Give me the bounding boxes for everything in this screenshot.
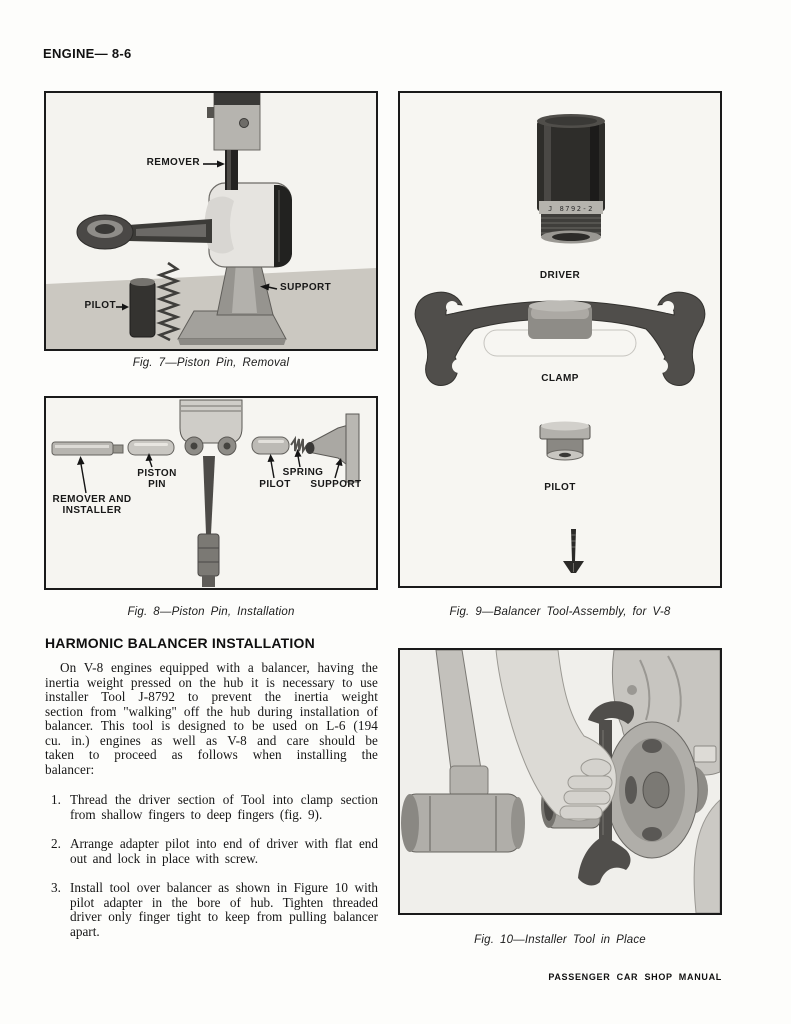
fig7-caption: Fig. 7—Piston Pin, Removal — [132, 357, 290, 369]
fig7-label-support: SUPPORT — [280, 282, 332, 293]
fig9-caption: Fig. 9—Balancer Tool-Assembly, for V-8 — [449, 606, 671, 618]
fig8-label-piston-pin: PISTON PIN — [137, 468, 177, 490]
fig8-label-remover-installer: REMOVER AND INSTALLER — [52, 494, 132, 516]
procedure-steps — [45, 793, 378, 954]
section-heading: HARMONIC BALANCER INSTALLATION — [45, 635, 315, 651]
step-text: Thread the driver section of Tool into clamp section from shallow fingers to deep fingers (fig. 9). — [70, 792, 378, 822]
fig8-label-pilot: PILOT — [259, 479, 291, 490]
fig7-label-pilot: PILOT — [84, 300, 116, 311]
fig9-label-driver: DRIVER — [539, 270, 581, 281]
fig10-frame — [398, 648, 722, 915]
fig8-label-support: SUPPORT — [310, 479, 362, 490]
step-number: 3. — [51, 880, 61, 895]
remover-installer-rod — [52, 442, 123, 455]
fig9-label-clamp: CLAMP — [541, 373, 579, 384]
step-number: 2. — [51, 836, 61, 851]
fig9-frame — [398, 91, 722, 588]
page-footer: PASSENGER CAR SHOP MANUAL — [548, 972, 722, 982]
step-item — [45, 881, 378, 939]
driver-tool — [537, 114, 605, 244]
fig8-frame — [44, 396, 378, 590]
driver-marking: J 8792-2 — [548, 205, 594, 213]
piston-pin — [128, 440, 174, 455]
step-item — [45, 793, 378, 822]
fig9-label-pilot: PILOT — [544, 482, 576, 493]
fig8-caption: Fig. 8—Piston Pin, Installation — [127, 606, 295, 618]
step-text: Install tool over balancer as shown in Figure 10 with pilot adapter in the bore of hub. Tighten threaded driver only finger tight to keep from pulling balancer apart. — [70, 880, 378, 939]
fig9-photo — [400, 93, 720, 586]
body-paragraph: On V-8 engines equipped with a balancer, having the inertia weight pressed on the hub it is necessary to use installer Tool J-8792 to prevent the inertia weight section from ''walking'' off the hub during installation of balancer. This tool is designed to be used on L-6 (194 cu. in.) engines as well as V-8 and care should be taken to proceed as follows when installing the balancer: — [45, 660, 378, 777]
fig10-caption: Fig. 10—Installer Tool in Place — [474, 934, 646, 946]
step-item — [45, 837, 378, 866]
fig7-label-remover: REMOVER — [146, 157, 200, 168]
fig8-photo — [46, 398, 376, 588]
pilot-adapter — [540, 422, 590, 461]
fig8-label-spring: SPRING — [282, 467, 324, 478]
step-text: Arrange adapter pilot into end of driver with flat end out and lock in place with screw. — [70, 836, 378, 866]
fig7-frame — [44, 91, 378, 351]
page-header: ENGINE— 8-6 — [43, 46, 132, 61]
step-number: 1. — [51, 792, 61, 807]
fig10-photo — [400, 650, 720, 913]
